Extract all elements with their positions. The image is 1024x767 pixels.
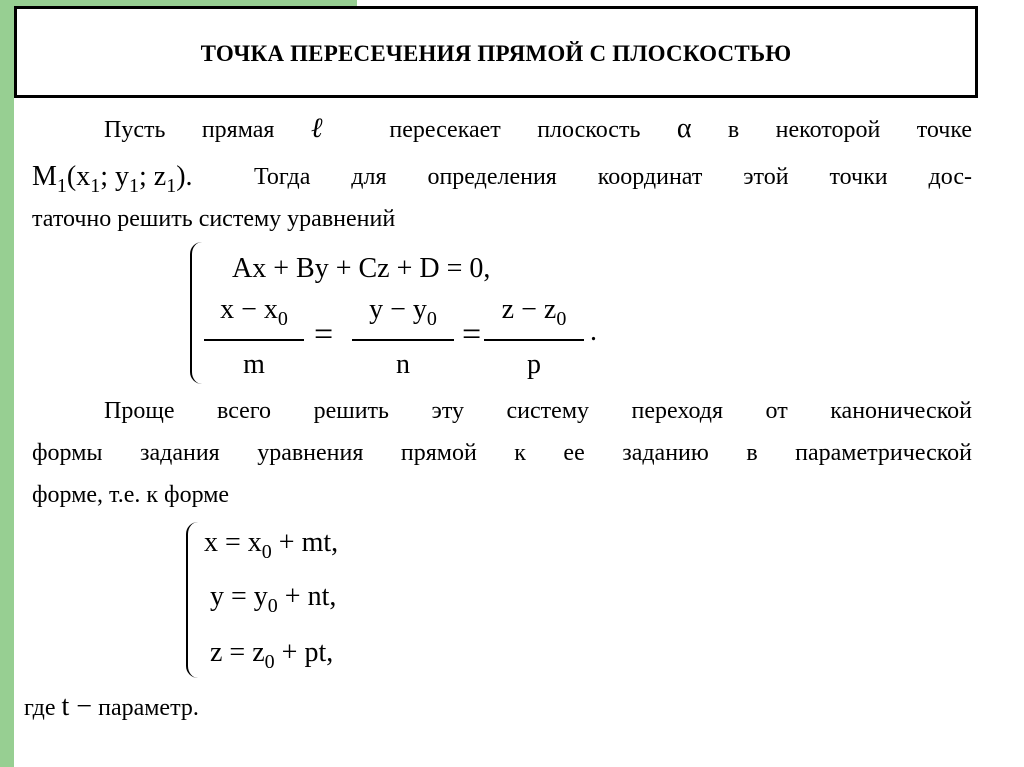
- paragraph-2-line-3: форме, т.е. к форме: [32, 482, 230, 508]
- paragraph-1-line-2: Тогда для определения координат этой точки дос-: [254, 164, 972, 190]
- system2-brace: [186, 522, 206, 678]
- fraction-x: $x - x_0$ m: [204, 292, 304, 383]
- alpha-symbol: α: [676, 113, 692, 144]
- point-M-sub: 1: [56, 175, 67, 197]
- point-M: M: [32, 161, 57, 192]
- equals-sign-2: =: [462, 316, 482, 353]
- point-z: z: [153, 161, 167, 192]
- footer-line: [24, 686, 199, 729]
- param-eq-z: $z = z_0$ + pt,: [210, 637, 334, 673]
- fraction-y: $y - y_0$ n: [352, 292, 454, 383]
- fraction-z: $z - z_0$ p: [484, 292, 584, 383]
- line-symbol: ℓ: [310, 113, 353, 144]
- period: .: [590, 316, 597, 347]
- point-x: x: [76, 161, 91, 192]
- paragraph-1-line-1: [104, 108, 972, 151]
- plane-equation: Ax + By + Cz + D = 0,: [232, 253, 491, 284]
- paragraph-1-line-3: таточно решить систему уравнений: [32, 206, 396, 232]
- param-eq-x: $x = x_0$ + mt,: [204, 527, 339, 563]
- page-title: ТОЧКА ПЕРЕСЕЧЕНИЯ ПРЯМОЙ С ПЛОСКОСТЬЮ: [200, 40, 792, 66]
- paragraph-2-line-1: Проще всего решить эту систему переходя от канонической: [104, 398, 972, 424]
- param-eq-y: $y = y_0$ + nt,: [210, 581, 337, 617]
- paragraph-2-line-2: формы задания уравнения прямой к ее заданию в параметрической: [32, 440, 972, 466]
- p1-line1-a: Пусть прямая: [104, 117, 275, 143]
- point-y: y: [115, 161, 130, 192]
- point-m1: $M_1(x_1$; $y_1$; $z_1$).: [32, 161, 193, 197]
- t-symbol: t −: [61, 691, 93, 722]
- param-word: параметр.: [98, 695, 199, 721]
- equals-sign-1: =: [314, 316, 334, 353]
- title-box: [14, 6, 978, 98]
- p1-line1-c: в некоторой точке: [727, 117, 973, 143]
- slide: [14, 6, 1014, 767]
- where-word: где: [24, 695, 56, 721]
- p1-line1-b: пересекает плоскость: [389, 117, 641, 143]
